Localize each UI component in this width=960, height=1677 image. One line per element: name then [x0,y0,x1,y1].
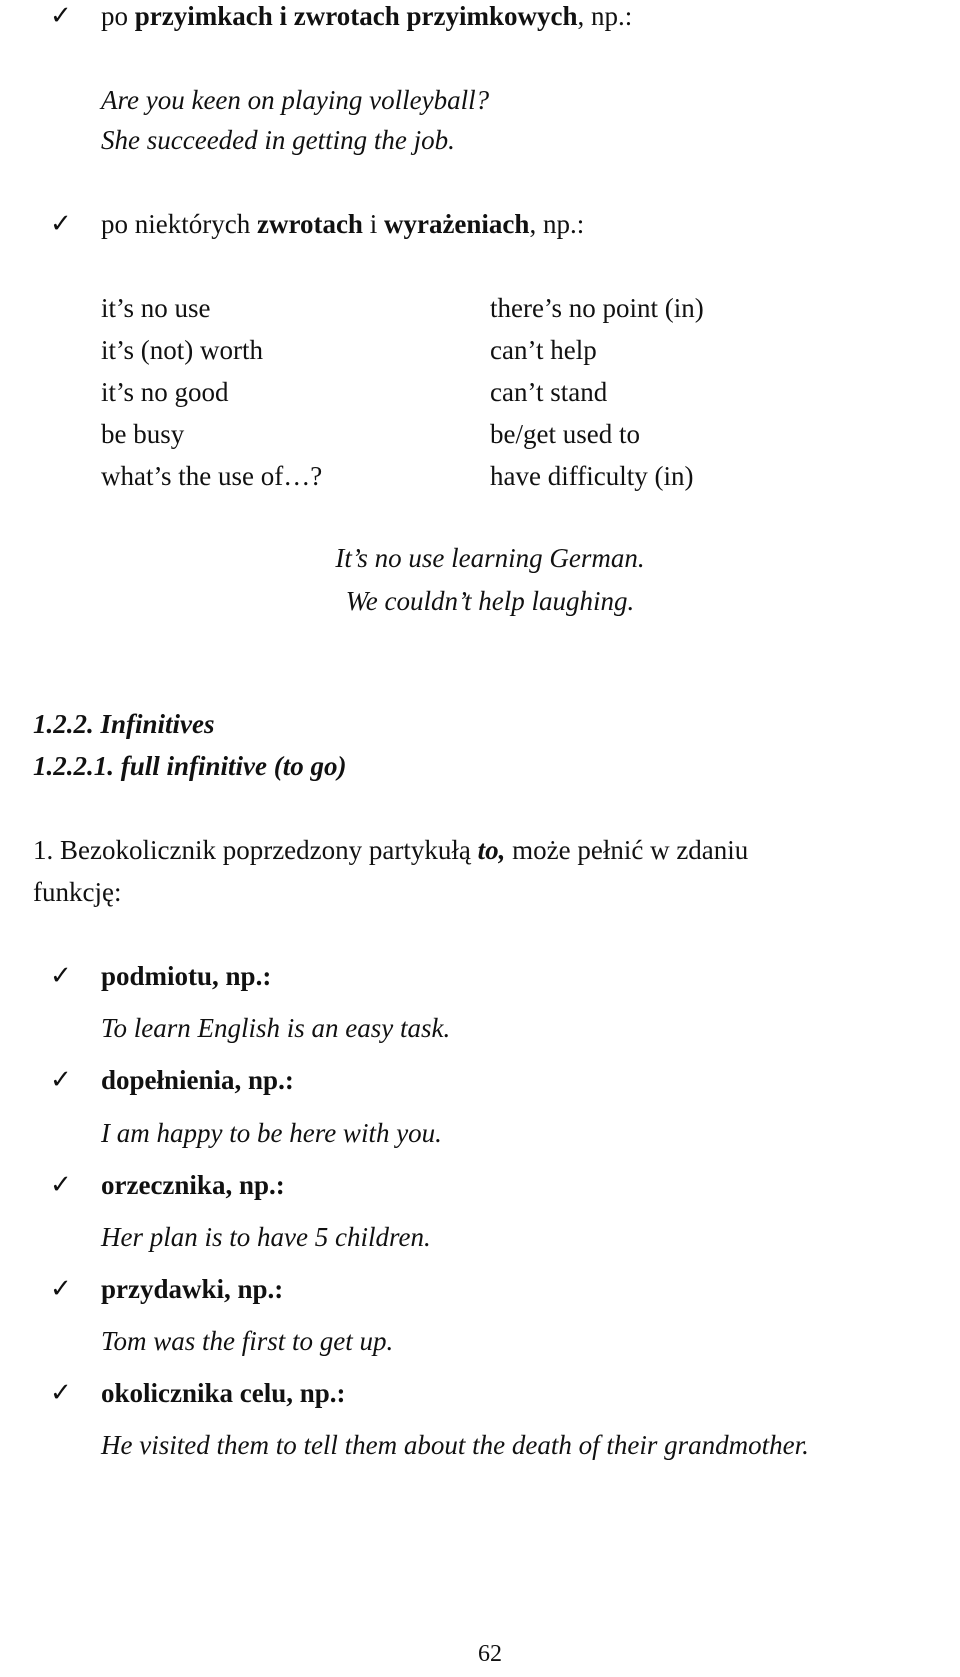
function-label: orzecznika, np.: [101,1170,285,1200]
example-sentence: We couldn’t help laughing. [345,586,635,616]
subsection-heading: 1.2.2.1. full infinitive (to go) [33,751,347,781]
function-label: przydawki, np.: [101,1274,284,1304]
expression-left: be busy [101,419,185,449]
page-number: 62 [478,1641,502,1667]
function-label: dopełnienia, np.: [101,1065,294,1095]
expression-left: it’s no good [101,377,229,407]
example-sentence: Tom was the first to get up. [101,1326,394,1356]
section-heading: 1.2.2. Infinitives [33,709,215,739]
checkmark-icon: ✓ [50,1065,72,1095]
example-sentence: She succeeded in getting the job. [101,125,455,155]
intro-paragraph-continued: funkcję: [33,877,122,907]
example-sentence: It’s no use learning German. [335,543,645,573]
checkmark-icon: ✓ [50,209,72,239]
intro-paragraph: 1. Bezokolicznik poprzedzony partykułą to, może pełnić w zdaniu [33,835,749,865]
example-sentence: He visited them to tell them about the death of their grandmother. [101,1430,809,1460]
checkmark-icon: ✓ [50,1170,72,1200]
expression-right: be/get used to [490,419,640,449]
example-sentence: Are you keen on playing volleyball? [101,85,490,115]
expression-right: can’t stand [490,377,608,407]
expression-left: what’s the use of…? [101,461,323,491]
expression-left: it’s no use [101,293,211,323]
expression-left: it’s (not) worth [101,335,263,365]
example-sentence: Her plan is to have 5 children. [101,1222,431,1252]
example-sentence: I am happy to be here with you. [101,1118,442,1148]
function-label: okolicznika celu, np.: [101,1378,346,1408]
bullet-item-prepositions: po przyimkach i zwrotach przyimkowych, np.: [101,1,633,31]
checkmark-icon: ✓ [50,1274,72,1304]
bullet-item-expressions: po niektórych zwrotach i wyrażeniach, np.: [101,209,585,239]
expression-right: can’t help [490,335,597,365]
checkmark-icon: ✓ [50,1,72,31]
function-label: podmiotu, np.: [101,961,272,991]
checkmark-icon: ✓ [50,1378,72,1408]
expression-right: there’s no point (in) [490,293,704,323]
checkmark-icon: ✓ [50,961,72,991]
example-sentence: To learn English is an easy task. [101,1013,451,1043]
expression-right: have difficulty (in) [490,461,694,491]
